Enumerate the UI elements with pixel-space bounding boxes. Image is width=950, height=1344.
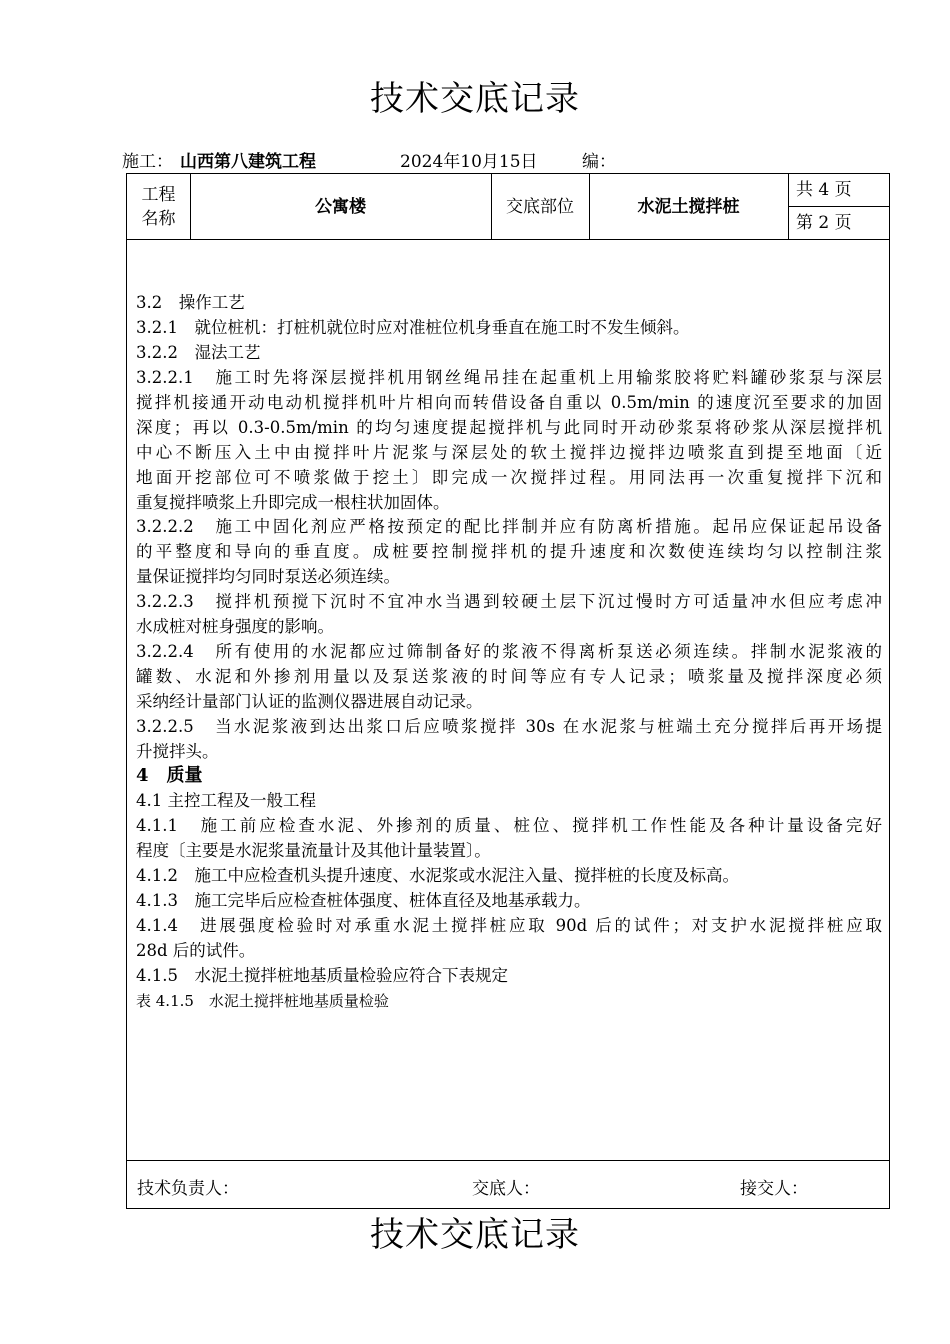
body-line: 4.1.1 施工前应检查水泥、外掺剂的质量、桩位、搅拌机工作性能及各种计量设备完好 xyxy=(136,816,882,835)
project-name-value: 公寓楼 xyxy=(315,196,366,217)
table-caption: 表 4.1.5 水泥土搅拌桩地基质量检验 xyxy=(136,992,389,1010)
body-line: 3.2 操作工艺 xyxy=(136,293,245,312)
body-line: 3.2.1 就位桩机：打桩机就位时应对准桩位机身垂直在施工时不发生倾斜。 xyxy=(136,318,690,337)
body-line: 重复搅拌喷浆上升即完成一根柱状加固体。 xyxy=(136,493,450,512)
project-name-label-line2: 名称 xyxy=(141,208,176,229)
body-line: 程度〔主要是水泥浆量流量计及其他计量装置〕。 xyxy=(136,841,491,860)
body-line: 28d 后的试件。 xyxy=(136,941,256,960)
part-label: 交底部位 xyxy=(506,196,574,217)
body-line: 4.1.3 施工完毕后应检查桩体强度、桩体直径及地基承载力。 xyxy=(136,891,591,910)
body-line: 3.2.2.3 搅拌机预搅下沉时不宜冲水当遇到较硬土层下沉过慢时方可适量冲水但应考虑冲 xyxy=(136,592,882,611)
body-line: 4.1.2 施工中应检查机头提升速度、水泥浆或水泥注入量、搅拌桩的长度及标高。 xyxy=(136,866,739,885)
body-line: 4.1.5 水泥土搅拌桩地基质量检验应符合下表规定 xyxy=(136,966,508,985)
footer-top-border xyxy=(127,1160,889,1161)
construction-label: 施工： xyxy=(122,152,173,172)
section-heading: 4 质量 xyxy=(136,765,203,786)
body-line: 中心不断压入土中由搅拌叶片泥浆与深层处的软土搅拌边搅拌边喷浆直到提至地面〔近 xyxy=(136,443,882,462)
body-line: 地面开挖部位可不喷浆做于挖土〕即完成一次搅拌过程。用同法再一次重复搅拌下沉和 xyxy=(136,468,882,487)
body-line: 3.2.2.5 当水泥浆液到达出浆口后应喷浆搅拌 30s 在水泥浆与桩端土充分搅拌后再开场提 xyxy=(136,717,882,736)
body-line: 3.2.2.2 施工中固化剂应严格按预定的配比拌制并应有防离析措施。起吊应保证起吊设备 xyxy=(136,517,882,536)
record-date: 2024年10月15日 xyxy=(400,152,538,172)
body-line: 量保证搅拌均匀同时泵送必须连续。 xyxy=(136,567,400,586)
body-line: 升搅拌头。 xyxy=(136,742,219,761)
body-line: 的平整度和导向的垂直度。成桩要控制搅拌机的提升速度和次数使连续均匀以控制注浆 xyxy=(136,542,882,561)
receiver-signature-label: 接交人： xyxy=(740,1179,808,1199)
body-line: 3.2.2.4 所有使用的水泥都应过筛制备好的浆液不得离析泵送必须连续。拌制水泥浆液的 xyxy=(136,642,882,661)
body-line: 4.1.4 进展强度检验时对承重水泥土搅拌桩应取 90d 后的试件；对支护水泥搅拌桩应取 xyxy=(136,916,882,935)
body-line: 搅拌机接通开动电动机搅拌机叶片相向而转借设备自重以 0.5m/min 的速度沉至要求的加固 xyxy=(136,393,882,412)
body-line: 罐数、水泥和外掺剂用量以及泵送浆液的时间等应有专人记录；喷浆量及搅拌深度必须 xyxy=(136,667,882,686)
code-label: 编： xyxy=(582,152,616,172)
page-number: 第 2 页 xyxy=(796,212,852,233)
header-bottom-border xyxy=(127,239,889,240)
page-title: 技术交底记录 xyxy=(370,79,580,119)
body-line: 水成桩对桩身强度的影响。 xyxy=(136,617,334,636)
presenter-signature-label: 交底人： xyxy=(472,1179,540,1199)
construction-company: 山西第八建筑工程 xyxy=(180,152,316,172)
body-line: 3.2.2.1 施工时先将深层搅拌机用钢丝绳吊挂在起重机上用输浆胶将贮料罐砂浆泵与深层 xyxy=(136,368,882,387)
total-pages: 共 4 页 xyxy=(796,180,852,200)
body-line: 3.2.2 湿法工艺 xyxy=(136,343,261,362)
part-value: 水泥土搅拌桩 xyxy=(637,196,740,217)
tech-lead-signature-label: 技术负责人： xyxy=(137,1179,239,1199)
body-line: 深度；再以 0.3-0.5m/min 的均匀速度提起搅拌机与此同时开动砂浆泵将砂浆从深层搅拌机 xyxy=(136,418,882,437)
project-name-label xyxy=(127,174,190,239)
body-line: 4.1 主控工程及一般工程 xyxy=(136,791,316,810)
body-line: 采纳经计量部门认证的监测仪器进展自动记录。 xyxy=(136,692,483,711)
next-page-title: 技术交底记录 xyxy=(370,1215,580,1255)
project-name-label-line1: 工程 xyxy=(141,184,176,205)
